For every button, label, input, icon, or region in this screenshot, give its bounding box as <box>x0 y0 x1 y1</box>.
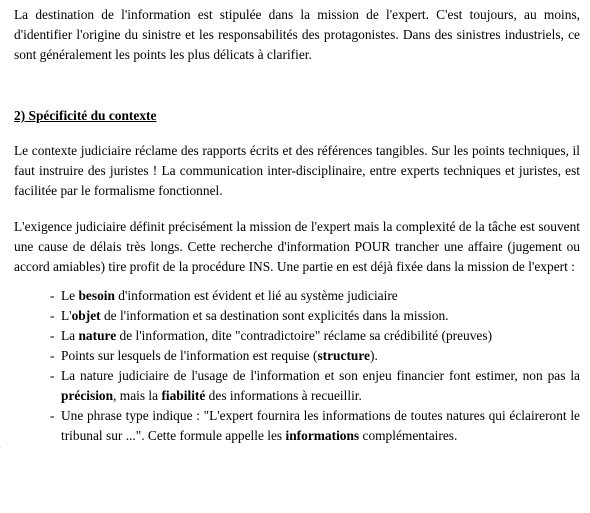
list-dash: - <box>50 308 55 323</box>
context-paragraph: Le contexte judiciaire réclame des rapports écrits et des références tangibles. Sur les points techniques, il faut instruire des juristes ! La communication inter-disciplinaire, entre experts techniques et juristes, est facilitée par le formalisme fonctionnel. <box>14 143 580 198</box>
list-dash: - <box>50 408 55 423</box>
list-dash: - <box>50 368 55 383</box>
intro-paragraph: La destination de l'information est stipulée dans la mission de l'expert. C'est toujours, au moins, d'identifier l'origine du sinistre et les responsabilités des protagonistes. Dans des sinistres industriels, ce sont généralement les points les plus délicats à clarifier. <box>14 7 580 62</box>
document-body <box>14 5 580 446</box>
list-dash: - <box>50 328 55 343</box>
keyword: informations <box>285 428 360 443</box>
list-item: - La nature judiciaire de l'usage de l'information et son enjeu financier font estimer, non pas la précision, mais la fiabilité des informations à recueillir. <box>50 368 580 403</box>
keyword: précision <box>61 388 114 403</box>
keyword: fiabilité <box>161 388 206 403</box>
keyword: besoin <box>78 288 115 303</box>
list-item: - Le besoin d'information est évident et lié au système judiciaire <box>50 286 580 306</box>
list-item: - La nature de l'information, dite "contradictoire" réclame sa crédibilité (preuves) <box>50 326 580 346</box>
keyword: nature <box>78 328 117 343</box>
section-heading: 2) Spécificité du contexte <box>14 108 157 123</box>
list-item: - Une phrase type indique : "L'expert fournira les informations de toutes natures qui éclaireront le tribunal sur ...". Cette formule appelle les informations complémentaires. <box>50 408 580 443</box>
list-dash: - <box>50 288 55 303</box>
list-dash: - <box>50 348 55 363</box>
mission-list <box>50 286 580 446</box>
keyword: objet <box>71 308 101 323</box>
list-item: - L'objet de l'information et sa destination sont explicités dans la mission. <box>50 306 580 326</box>
requirement-paragraph: L'exigence judiciaire définit précisément la mission de l'expert mais la complexité de la tâche est souvent une cause de délais très longs. Cette recherche d'information POUR trancher une affaire (jugement ou accord amiables) tire profit de la procédure INS. Une partie en est déjà fixée dans la mission de l'expert : <box>14 219 580 274</box>
keyword: structure <box>317 348 370 363</box>
list-item: - Points sur lesquels de l'information est requise (structure). <box>50 346 580 366</box>
margin-marker-icon <box>0 436 1 456</box>
